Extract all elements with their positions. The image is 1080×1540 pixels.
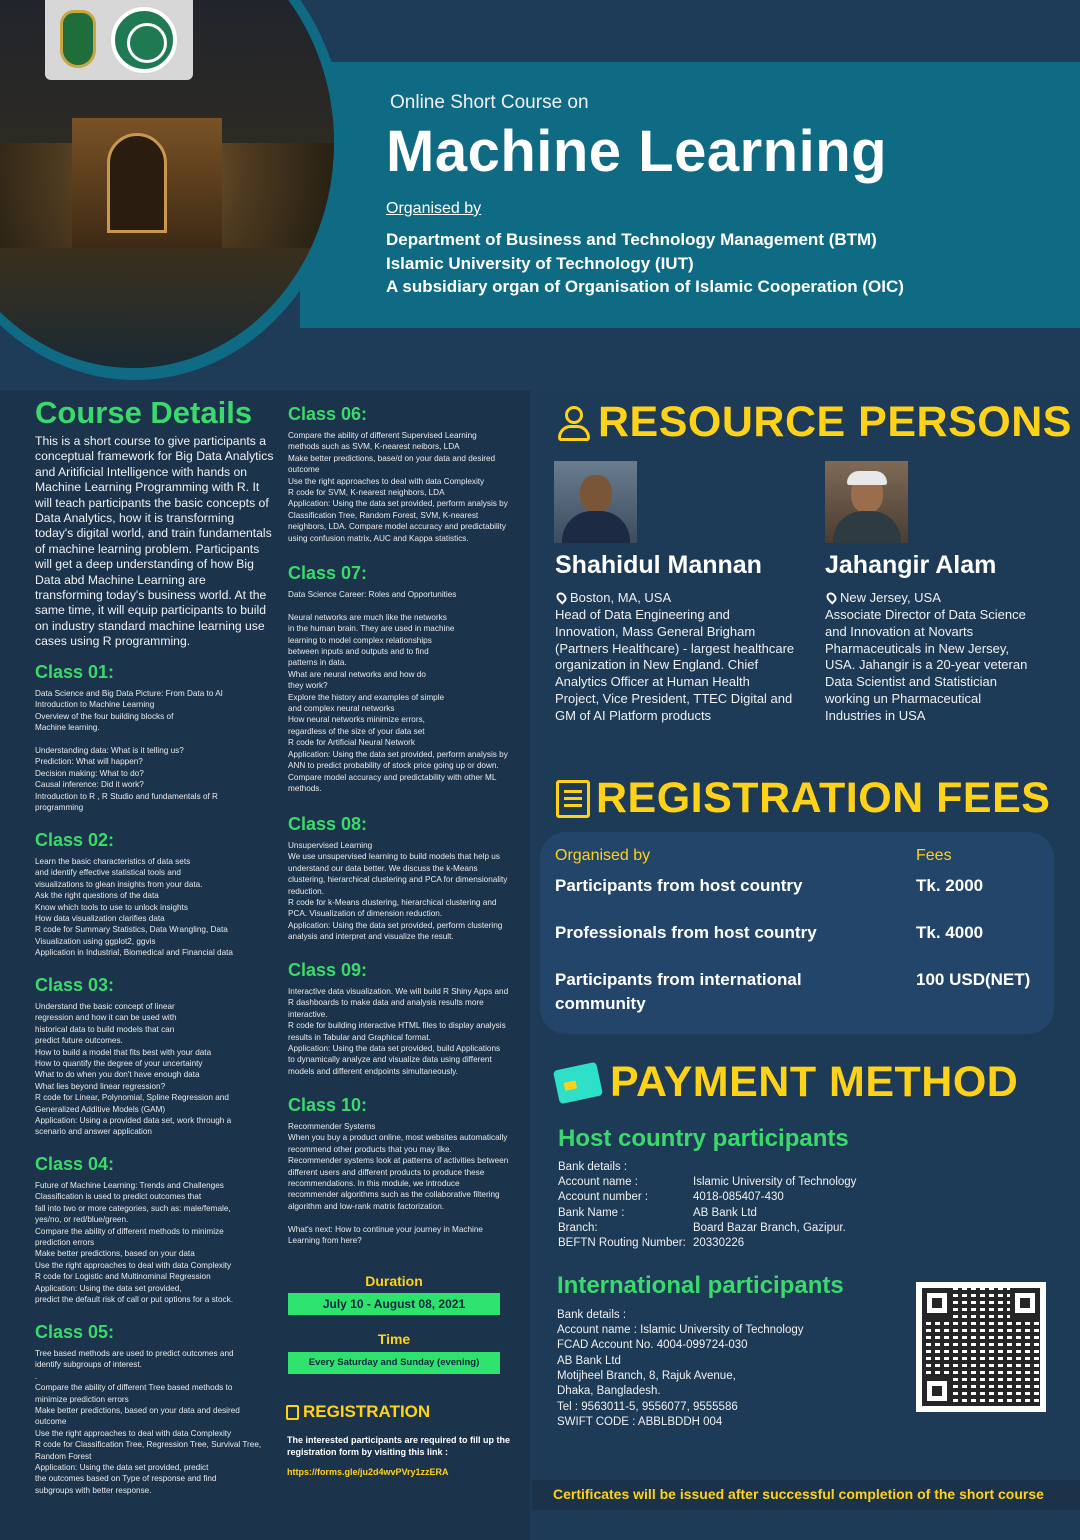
registration-fees-title: REGISTRATION FEES xyxy=(596,774,1051,822)
oic-logo xyxy=(111,7,177,73)
registration-fees-heading xyxy=(556,774,1050,823)
form-icon xyxy=(286,1405,299,1420)
class-07-title: Class 07: xyxy=(288,563,368,583)
host-row-1-key: Account name : xyxy=(558,1176,638,1188)
person-outline-icon xyxy=(556,404,592,442)
map-pin-icon xyxy=(554,590,568,604)
host-row-4-key: Branch: xyxy=(558,1222,598,1234)
iut-logo xyxy=(60,10,96,68)
host-row-3-key: Bank Name : xyxy=(558,1207,625,1219)
host-bank-details-label: Bank details : xyxy=(558,1161,628,1173)
host-row-2-value: 4018-085407-430 xyxy=(693,1191,784,1203)
person-2-location-text: New Jersey, USA xyxy=(840,590,941,605)
resource-persons-title: RESOURCE PERSONS xyxy=(598,398,1072,446)
fee-row-3-label: Participants from international community xyxy=(555,970,802,1013)
class-09-body: Interactive data visualization. We will build R Shiny Apps and R dashboards to make data and analysis results more interactive. R code for building interactive HTML files to display analysis results in Tabular and Graphical format. Application: Using the data set provided, build Applications to dynamically analyze and visualize data using different models and different endpoints simultaneously. xyxy=(288,987,509,1076)
intl-line-6: Dhaka, Bangladesh. xyxy=(557,1385,661,1397)
class-10-body: Recommender Systems When you buy a product online, most websites automatically recommend other products that you may like. Recommender systems look at patterns of activities between different users and different products to produce these recommendations. In this module, we introduce recommender algorithms such as the collaborative filtering algorithm and low-rank matrix factorization. What's next: How to continue your journey in Machine Learning from here? xyxy=(288,1122,509,1246)
class-03-title: Class 03: xyxy=(35,975,115,995)
time-label: Time xyxy=(377,1331,411,1347)
fees-col-left: Organised by xyxy=(555,847,651,864)
host-row-5-key: BEFTN Routing Number: xyxy=(558,1237,686,1249)
person-1-location-text: Boston, MA, USA xyxy=(570,590,672,605)
host-participants-title: Host country participants xyxy=(558,1125,849,1152)
certificate-text: Certificates will be issued after successful completion of the short course xyxy=(553,1486,1044,1502)
person-2-desc: Associate Director of Data Science and Innovation at Novarts Pharmaceuticals in New Jersey, USA. Jahangir is a 20-year veteran Data Scientist and Statistician working un Pharmaceutical Industries in USA xyxy=(825,607,1028,723)
document-icon xyxy=(556,780,590,818)
class-09-title: Class 09: xyxy=(288,960,368,980)
class-05-title: Class 05: xyxy=(35,1322,115,1342)
organised-by-label: Organised by xyxy=(386,200,482,217)
fee-row-2-fee: Tk. 4000 xyxy=(916,923,984,942)
class-04-title: Class 04: xyxy=(35,1154,115,1174)
class-04-body: Future of Machine Learning: Trends and Challenges Classification is used to predict outcomes that fall into two or more categories, such as: male/female, yes/no, or red/blue/green. Compare the ability of different methods to minimize prediction errors Make better predictions, based on your data Use the right approaches to deal with data Complexity R code for Logistic and Multinominal Regression Application: Using the data set provided, predict the default risk of call or put options for a stock. xyxy=(35,1181,233,1305)
fee-row-1-fee: Tk. 2000 xyxy=(916,876,984,895)
intl-line-2: Account name : Islamic University of Technology xyxy=(557,1324,804,1336)
course-title: Machine Learning xyxy=(386,119,888,184)
course-details-title: Course Details xyxy=(35,395,253,430)
intl-line-5: Motijheel Branch, 8, Rajuk Avenue, xyxy=(557,1370,736,1382)
intl-line-4: AB Bank Ltd xyxy=(557,1355,621,1367)
fee-row-1-label: Participants from host country xyxy=(555,876,803,895)
course-subtitle: Online Short Course on xyxy=(390,92,589,113)
intl-line-1: Bank details : xyxy=(557,1309,627,1321)
fee-row-3-fee: 100 USD(NET) xyxy=(916,970,1031,989)
header xyxy=(0,0,1080,390)
class-02-title: Class 02: xyxy=(35,830,115,850)
fee-row-2-label: Professionals from host country xyxy=(555,923,817,942)
intl-participants-title: International participants xyxy=(557,1272,844,1299)
class-02-body: Learn the basic characteristics of data sets and identify effective statistical tools and visualizations to glean insights from your data. Ask the right questions of the data Know which tools to use to unlock insights How data visualization clarifies data R code for Summary Statistics, Data Wrangling, Data Visualization using ggplot2, ggvis Application in Industrial, Biomedical and Financial data xyxy=(35,857,233,958)
person-2-location xyxy=(827,590,941,605)
qr-code[interactable] xyxy=(916,1282,1046,1412)
person-1-name: Shahidul Mannan xyxy=(555,551,762,579)
intl-line-7: Tel : 9563011-5, 9556077, 9555586 xyxy=(557,1401,738,1413)
host-row-5-value: 20330226 xyxy=(693,1237,745,1249)
registration-text: The interested participants are required to fill up the registration form by visiting this link : xyxy=(287,1435,511,1457)
host-row-2-key: Account number : xyxy=(558,1191,649,1203)
intl-line-3: FCAD Account No. 4004-099724-030 xyxy=(557,1339,748,1351)
class-08-body: Unsupervised Learning We use unsupervised learning to build models that help us understand our data better. We discuss the k-Means clustering, hierarchical clustering and PCA for dimensionality reduction. R code for k-Means clustering, hierarchical clustering and PCA. Visualization of dimension reduction. Application: Using the data set provided, perform clustering analysis and interpret and visualize the result. xyxy=(288,841,508,942)
time-value: Every Saturday and Sunday (evening) xyxy=(288,1352,500,1374)
avatar-jahangir-alam xyxy=(825,461,908,543)
org-line-3: A subsidiary organ of Organisation of Islamic Cooperation (OIC) xyxy=(386,277,904,296)
class-06-body: Compare the ability of different Supervised Learning methods such as SVM, K-nearest neibors, LDA Make better predictions, base/d on your data and desired outcome Use the right approaches to deal with data Complexity R code for SVM, K-nearest neighbors, LDA Application: Using the data set provided, perform analysis by Classification Tree, Random Forest, SVM, K-nearest neighbors, LDA. Compare model accuracy and predictability using confusion matrix, AUC and Kappa statistics. xyxy=(288,431,508,543)
duration-value: July 10 - August 08, 2021 xyxy=(288,1293,500,1315)
resource-persons-heading xyxy=(556,398,1072,447)
host-row-3-value: AB Bank Ltd xyxy=(693,1207,757,1219)
payment-method-title: PAYMENT METHOD xyxy=(610,1058,1019,1106)
class-06-title: Class 06: xyxy=(288,404,368,424)
person-2-name: Jahangir Alam xyxy=(825,551,997,579)
class-05-body: Tree based methods are used to predict outcomes and identify subgroups of interest. . Compare the ability of different Tree based methods to minimize prediction errors Make better predictions, based on your data and desired outcome Use the right approaches to deal with data Complexity R code for Classification Tree, Regression Tree, Survival Tree, Random Forest Application: Using the data set provided, predict the outcomes based on Type of response and find subgroups with better response. xyxy=(35,1349,262,1495)
class-07-body: Data Science Career: Roles and Opportunities Neural networks are much like the networks in the human brain. They are used in machine learning to model complex relationships between inputs and outputs and to find patterns in data. What are neural networks and how do they work? Explore the history and examples of simple and complex neural networks How neural networks minimize errors, regardless of the size of your data set R code for Artificial Neural Network Application: Using the data set provided, perform analysis by ANN to predict probability of stock price going up or down. Compare model accuracy and predictability with other ML methods. xyxy=(288,590,508,793)
payment-method-heading xyxy=(556,1058,1018,1107)
registration-heading xyxy=(286,1402,430,1422)
avatar-shahidul-mannan xyxy=(554,461,637,543)
registration-link[interactable]: https://forms.gle/ju2d4wvPVry1zzERA xyxy=(287,1467,449,1477)
person-1-location xyxy=(557,590,671,605)
host-row-4-value: Board Bazar Branch, Gazipur. xyxy=(693,1222,846,1234)
duration-label: Duration xyxy=(365,1273,423,1289)
course-intro: This is a short course to give participants a conceptual framework for Big Data Analytics and Aritificial Intelligence with hands on Machine Learning Programming with R. It will teach participants the basic concepts of Data Analytics, how it is transforming today's digital world, and train fundamentals of machine learning problem. Participants will get a deep understanding of how Big Data abd Machine Learning are transforming today's business world. At the same time, it will equip participants to build on industry standard machine learning use cases using R programming. xyxy=(35,434,274,649)
logo-box xyxy=(45,0,193,80)
host-row-1-value: Islamic University of Technology xyxy=(693,1176,857,1188)
intl-line-8: SWIFT CODE : ABBLBDDH 004 xyxy=(557,1416,723,1428)
person-1-desc: Head of Data Engineering and Innovation, Mass General Brigham (Partners Healthcare) - largest healthcare organization in New England. Chief Analytics Officer at Human Health Project, Vice President, TTEC Digital and GM of AI Platform products xyxy=(555,607,795,723)
class-08-title: Class 08: xyxy=(288,814,368,834)
class-01-body: Data Science and Big Data Picture: From Data to AI Introduction to Machine Learning Overview of the four building blocks of Machine learning. Understanding data: What is it telling us? Prediction: What will happen? Decision making: What to do? Causal inference: Did it work? Introduction to R , R Studio and fundamentals of R programming xyxy=(35,689,223,813)
registration-title: REGISTRATION xyxy=(303,1402,431,1421)
fees-col-right: Fees xyxy=(916,847,952,864)
class-10-title: Class 10: xyxy=(288,1095,368,1115)
org-line-2: Islamic University of Technology (IUT) xyxy=(386,254,694,273)
card-icon xyxy=(553,1061,603,1103)
class-03-body: Understand the basic concept of linear regression and how it can be used with historical data to build models that can predict future outcomes. How to build a model that fits best with your data How to quantify the degree of your uncertainty What to do when you don't have enough data What lies beyond linear regression? R code for Linear, Polynomial, Spline Regression and Generalized Additive Models (GAM) Application: Using a provided data set, work through a scenario and answer application xyxy=(35,1002,232,1137)
class-01-title: Class 01: xyxy=(35,662,115,682)
org-line-1: Department of Business and Technology Management (BTM) xyxy=(386,230,877,249)
map-pin-icon xyxy=(824,590,838,604)
